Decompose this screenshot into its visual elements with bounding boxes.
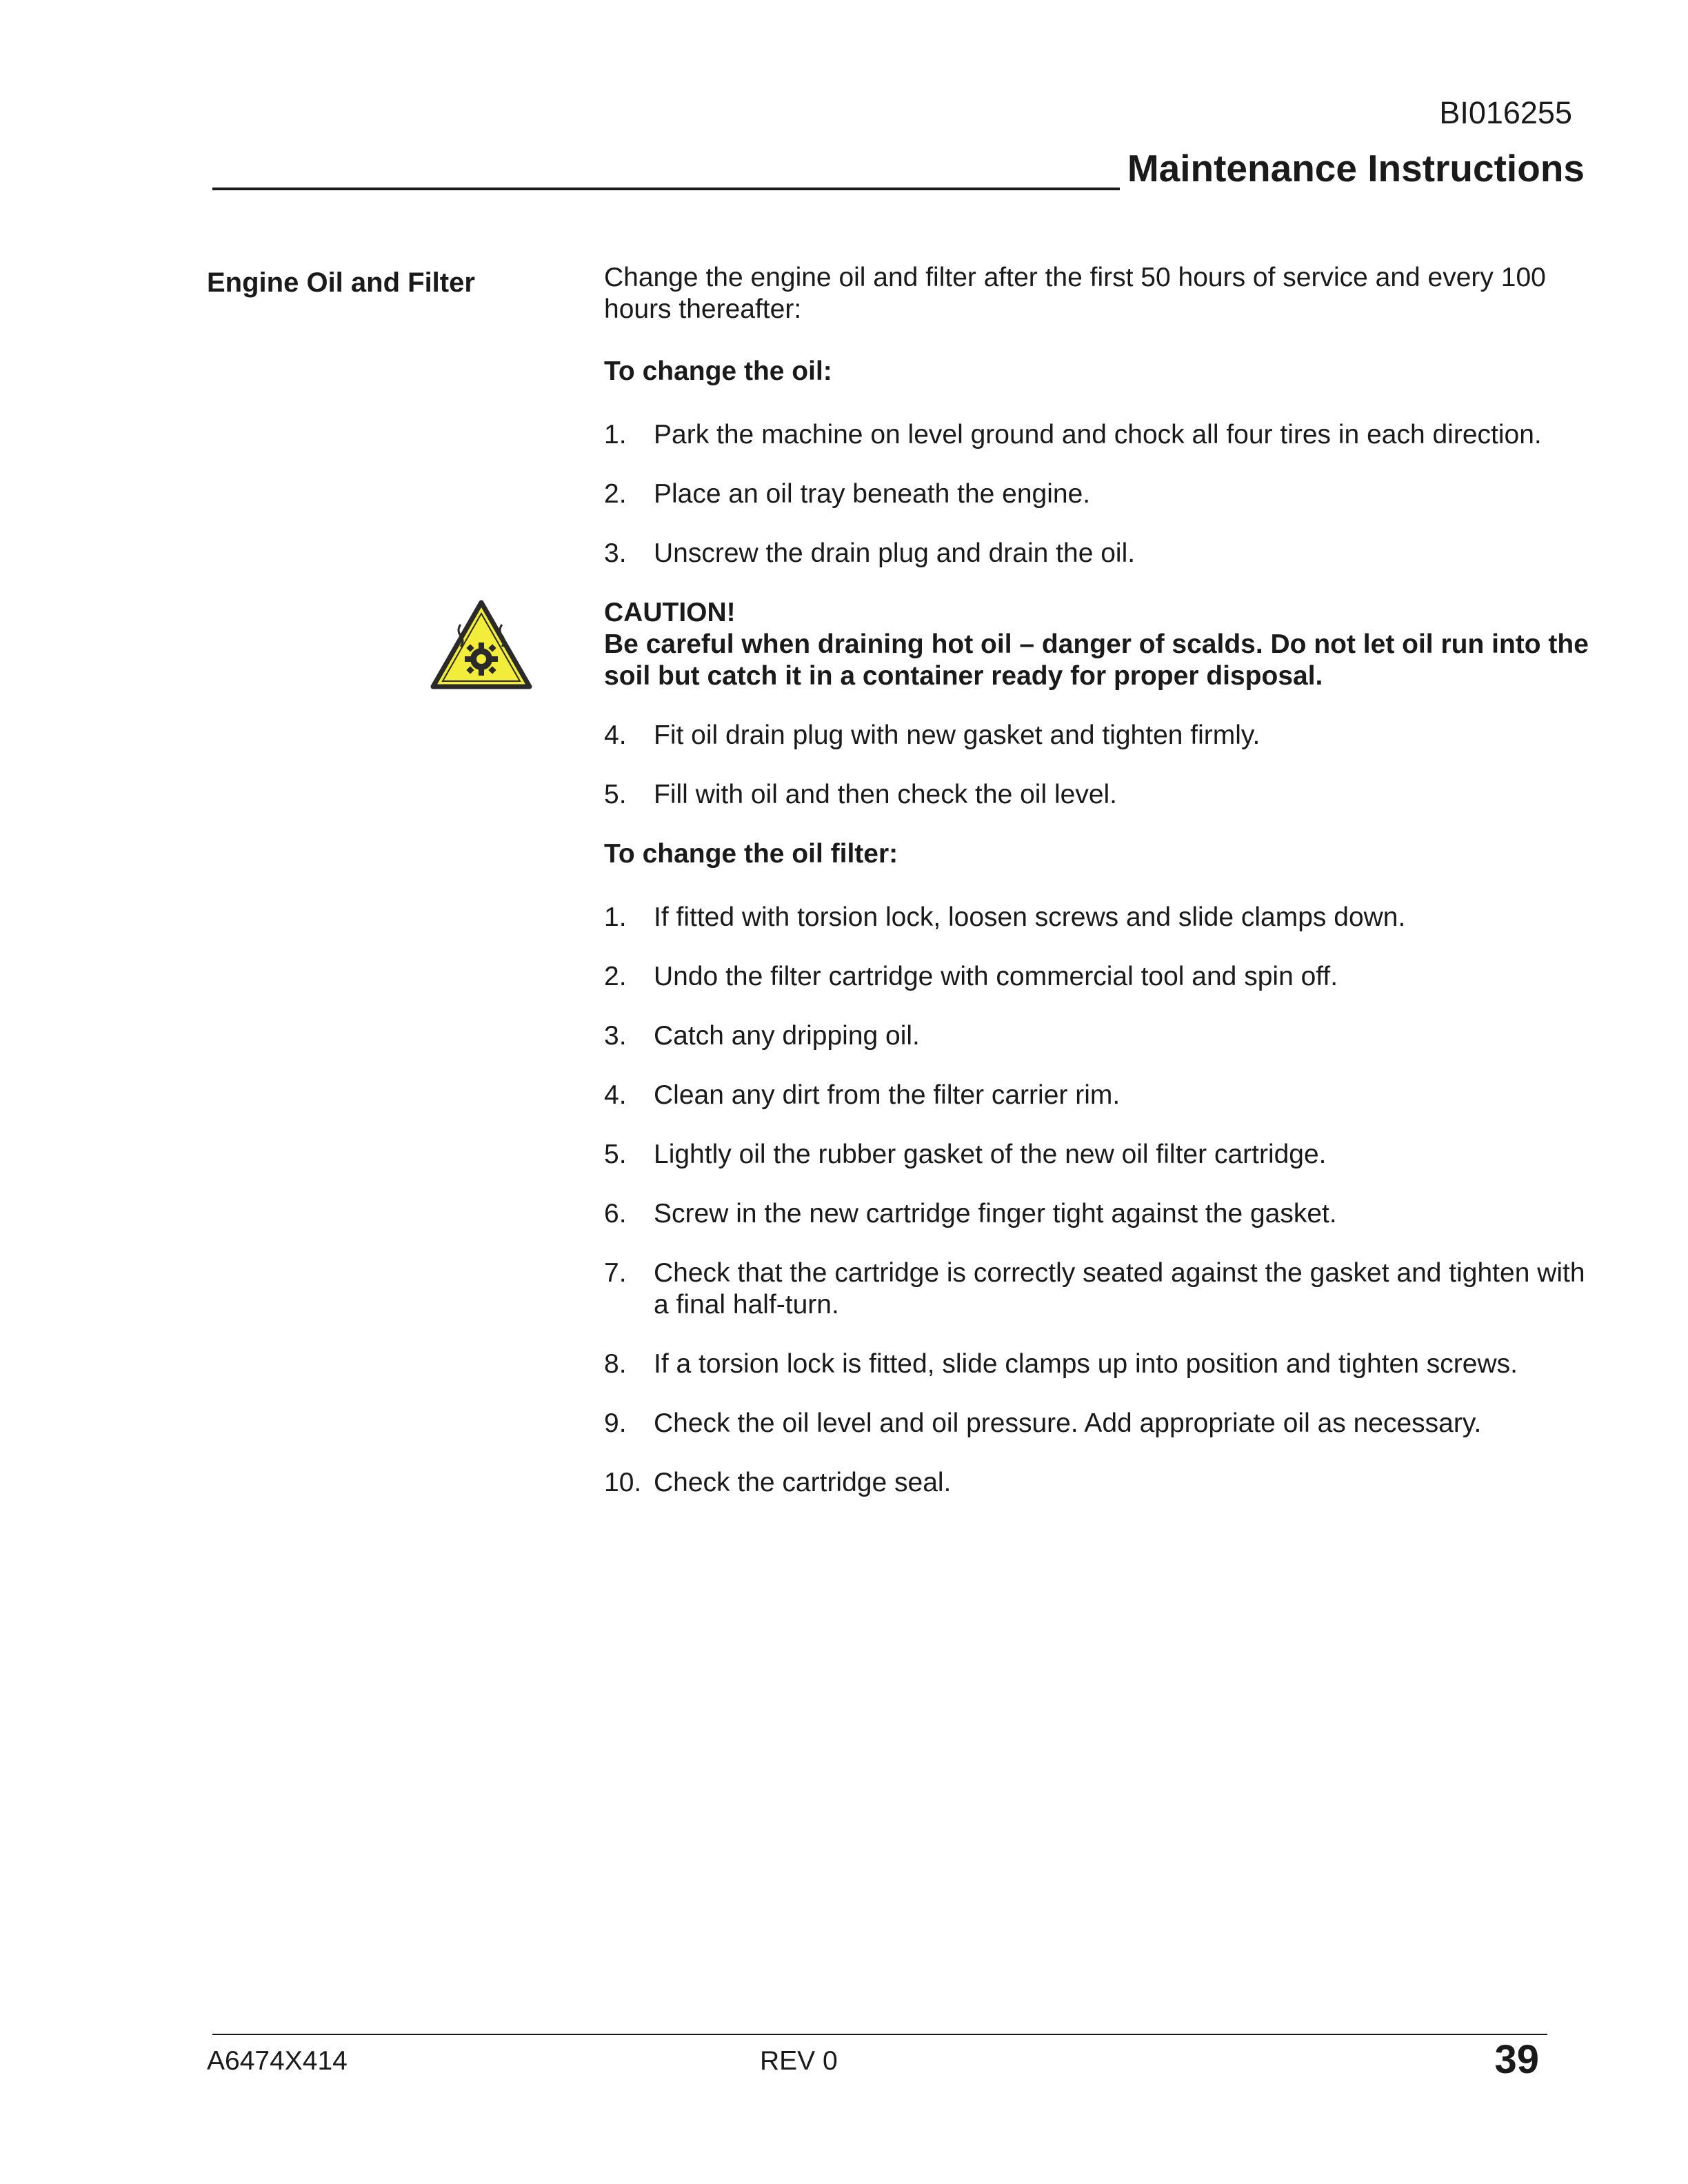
step-text: Catch any dripping oil. [654,1021,920,1051]
footer-revision: REV 0 [760,2046,838,2076]
step-number: 7. [604,1258,627,1288]
list-item [604,1348,1590,1380]
step-number: 4. [604,1080,627,1110]
list-item [604,1139,1590,1171]
step-text: Lightly oil the rubber gasket of the new oil filter cartridge. [654,1140,1327,1169]
step-number: 8. [604,1349,627,1379]
intro-paragraph: Change the engine oil and filter after the first 50 hours of service and every 100 hours thereafter: [604,263,1546,324]
list-item [604,1408,1590,1439]
step-number: 1. [604,902,627,932]
step-text: Unscrew the drain plug and drain the oil. [654,538,1136,568]
step-number: 3. [604,538,627,568]
caution-text: Be careful when draining hot oil – danger of scalds. Do not let oil run into the soil but catch it in a container ready for proper disposal. [604,629,1589,691]
caution-block [604,597,1590,692]
list-item [604,779,1590,811]
step-number: 1. [604,420,627,449]
list-item [604,1467,1590,1499]
filter-change-heading: To change the oil filter: [604,839,898,869]
step-number: 6. [604,1199,627,1228]
page-number: 39 [1494,2037,1539,2082]
step-text: Clean any dirt from the filter carrier rim. [654,1080,1121,1110]
section-title: Maintenance Instructions [1127,147,1585,190]
step-number: 5. [604,780,627,809]
list-item [604,902,1590,933]
footer-rule [212,2034,1547,2035]
caution-title: CAUTION! [604,598,736,627]
list-item [604,1257,1590,1321]
step-text: Check that the cartridge is correctly seated against the gasket and tighten with a final half-turn. [654,1258,1585,1320]
step-text: Fit oil drain plug with new gasket and tighten firmly. [654,720,1260,750]
step-number: 2. [604,962,627,991]
list-item [604,538,1590,569]
step-text: Place an oil tray beneath the engine. [654,479,1091,509]
step-text: Undo the filter cartridge with commercial tool and spin off. [654,962,1338,991]
step-text: Check the cartridge seal. [654,1468,952,1497]
step-text: Fill with oil and then check the oil level. [654,780,1118,809]
list-item [604,961,1590,993]
list-item [604,720,1590,751]
step-number: 5. [604,1140,627,1169]
list-item [604,1080,1590,1111]
instructions-body [604,262,1590,1526]
step-number: 9. [604,1408,627,1438]
step-text: If fitted with torsion lock, loosen screws and slide clamps down. [654,902,1406,932]
list-item [604,1020,1590,1052]
footer-document-number: A6474X414 [207,2046,348,2076]
list-item [604,1198,1590,1230]
step-text: If a torsion lock is fitted, slide clamps up into position and tighten screws. [654,1349,1518,1379]
step-number: 10. [604,1468,642,1497]
oil-change-heading: To change the oil: [604,356,832,386]
step-text: Screw in the new cartridge finger tight against the gasket. [654,1199,1337,1228]
step-number: 2. [604,479,627,509]
header-rule [212,188,1120,190]
side-heading: Engine Oil and Filter [207,267,475,298]
step-text: Park the machine on level ground and chock all four tires in each direction. [654,420,1542,449]
step-text: Check the oil level and oil pressure. Add appropriate oil as necessary. [654,1408,1482,1438]
document-id: BI016255 [1439,95,1572,130]
list-item [604,478,1590,510]
step-number: 4. [604,720,627,750]
list-item [604,419,1590,451]
step-number: 3. [604,1021,627,1051]
hot-surface-warning-icon [429,598,534,692]
